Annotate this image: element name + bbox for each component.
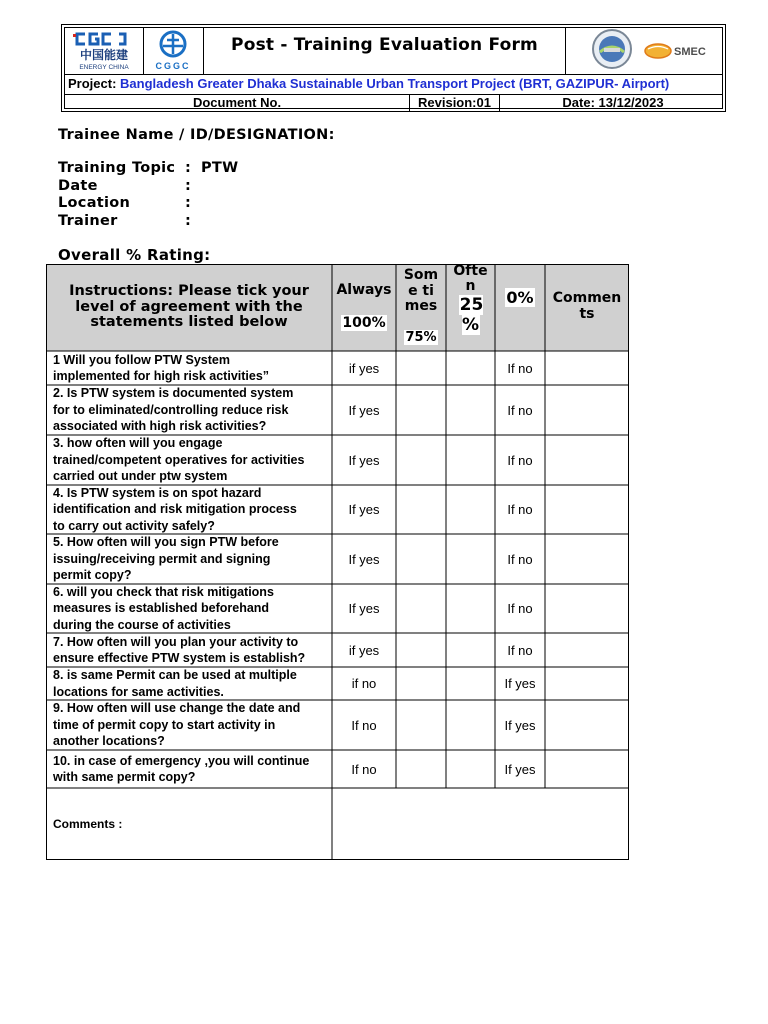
question-text: 4. Is PTW system is on spot hazard identification and risk mitigation process to carry out activity safely?: [53, 485, 297, 533]
zero-answer-cell[interactable]: If yes: [504, 761, 536, 777]
project-value: Bangladesh Greater Dhaka Sustainable Urban Transport Project (BRT, GAZIPUR- Airport): [120, 76, 670, 91]
svg-text:中国能建: 中国能建: [79, 48, 129, 62]
svg-text:CGGC: CGGC: [155, 61, 191, 71]
always-answer-cell[interactable]: If yes: [348, 402, 380, 418]
zero-answer-cell[interactable]: If yes: [504, 717, 536, 733]
overall-rating-label: Overall % Rating:: [58, 246, 211, 264]
often-label: Often: [453, 263, 488, 294]
question-text: 1 Will you follow PTW System implemented for high risk activities”: [53, 352, 270, 383]
always-answer-cell[interactable]: if yes: [348, 360, 380, 376]
instructions-header: Instructions: Please tick your level of agreement with the statements listed below: [46, 264, 332, 351]
question-text: 10. in case of emergency ,you will continue with same permit copy?: [53, 753, 310, 784]
zero-answer-cell[interactable]: If yes: [504, 676, 536, 691]
date-label: Date: 13/12/2023: [562, 95, 664, 110]
svg-text:SMEC: SMEC: [674, 46, 706, 58]
question-text: 3. how often will you engage trained/competent operatives for activities carried out under ptw system: [53, 436, 305, 484]
always-label: Always: [336, 282, 392, 298]
often-percent: 25 %: [459, 295, 484, 335]
training-topic-colon: :: [185, 160, 192, 176]
energy-china-logo: [65, 28, 143, 74]
date-field-colon: :: [185, 178, 192, 194]
project-row: [68, 75, 722, 94]
always-answer-cell[interactable]: if no: [351, 676, 377, 691]
cggc-logo: [144, 28, 202, 74]
training-topic-label: Training Topic: [58, 160, 176, 176]
question-text: 6. will you check that risk mitigations measures is established beforehand during the course of activities: [53, 584, 274, 632]
form-header: [61, 24, 726, 112]
zero-percent-label: 0%: [506, 288, 534, 307]
svg-text:ENERGY CHINA: ENERGY CHINA: [79, 64, 129, 71]
trainee-name-label: Trainee Name / ID/DESIGNATION:: [58, 127, 335, 143]
question-text: 2. Is PTW system is documented system for to eliminated/controlling reduce risk associated with high risk activities?: [53, 386, 294, 434]
date-field-label: Date: [58, 178, 98, 194]
sometimes-label: Some times: [403, 267, 439, 314]
always-answer-cell[interactable]: if yes: [348, 642, 380, 658]
always-percent: 100%: [342, 315, 386, 331]
always-answer-cell[interactable]: If yes: [348, 601, 380, 616]
zero-answer-cell[interactable]: If no: [507, 642, 533, 658]
always-answer-cell[interactable]: If no: [351, 717, 377, 733]
location-field-colon: :: [185, 195, 192, 211]
zero-answer-cell[interactable]: If no: [507, 551, 533, 567]
always-answer-cell[interactable]: If no: [351, 761, 377, 777]
evaluation-table: [46, 264, 629, 860]
form-title: Post - Training Evaluation Form: [231, 35, 538, 55]
sometimes-percent: 75%: [405, 330, 437, 345]
header-inner-frame: [64, 27, 723, 109]
comments-footer-label: Comments :: [53, 816, 123, 831]
question-text: 5. How often will you sign PTW before issuing/receiving permit and signing permit copy?: [53, 535, 279, 583]
document-info-row: [65, 95, 722, 112]
always-answer-cell[interactable]: If yes: [348, 502, 380, 517]
trainer-field-label: Trainer: [58, 213, 118, 229]
always-answer-cell[interactable]: If yes: [348, 452, 380, 468]
table-grid: [46, 264, 629, 860]
training-topic-value: PTW: [201, 160, 239, 176]
circular-seal-icon: [593, 30, 631, 68]
zero-answer-cell[interactable]: If no: [507, 360, 533, 376]
project-label: Project:: [68, 76, 117, 91]
location-field-label: Location: [58, 195, 131, 211]
revision-label: Revision:01: [418, 95, 491, 110]
comments-column-label: Comments: [552, 290, 622, 322]
zero-answer-cell[interactable]: If no: [507, 601, 533, 616]
zero-answer-cell[interactable]: If no: [507, 452, 533, 468]
question-text: 8. is same Permit can be used at multiple locations for same activities.: [53, 668, 297, 699]
question-text: 7. How often will you plan your activity to ensure effective PTW system is establish?: [53, 634, 306, 665]
zero-answer-cell[interactable]: If no: [507, 502, 533, 517]
partner-logos: [566, 28, 722, 74]
smec-globe-icon: [645, 44, 671, 58]
always-answer-cell[interactable]: If yes: [348, 551, 380, 567]
zero-answer-cell[interactable]: If no: [507, 402, 533, 418]
document-no-label: Document No.: [192, 95, 282, 110]
trainer-field-colon: :: [185, 213, 192, 229]
question-text: 9. How often will use change the date and time of permit copy to start activity in another locations?: [53, 701, 301, 749]
